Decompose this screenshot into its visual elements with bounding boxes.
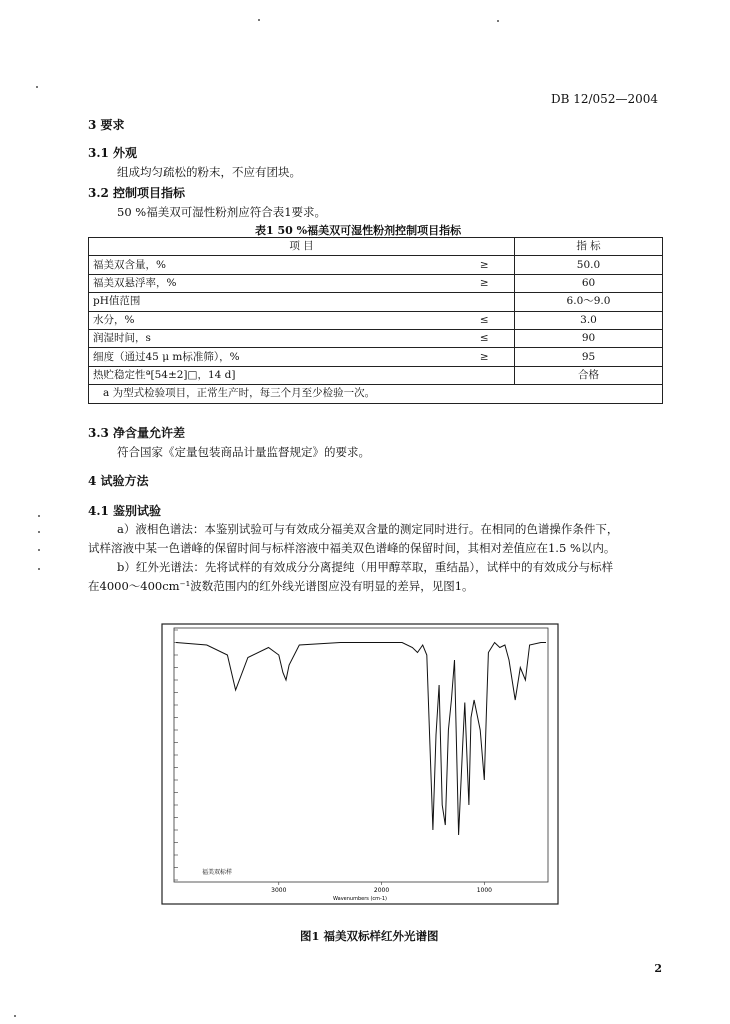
table-cell-item: 热贮稳定性ª[54±2]□，14 d]: [89, 366, 455, 384]
method-b-line-1: b）红外光谱法：先将试样的有效成分分离提纯（用甲醇萃取，重结晶），试样中的有效成分与标样: [117, 560, 614, 574]
column-header-item: 项 目: [89, 238, 515, 256]
method-a-line-1: a）液相色谱法：本鉴别试验可与有效成分福美双含量的测定同时进行。在相同的色谱操作条件下，: [117, 522, 619, 536]
table-cell-item: 福美双悬浮率，%: [89, 274, 455, 292]
x-tick-label: 2000: [373, 887, 390, 894]
section-3-3-text: 符合国家《定量包装商品计量监督规定》的要求。: [117, 445, 370, 459]
table-cell-value: 3.0: [515, 311, 663, 329]
table-row: [89, 293, 663, 311]
table-cell-value: 50.0: [515, 256, 663, 274]
scan-speck: [38, 568, 40, 570]
table-cell-value: 6.0～9.0: [515, 293, 663, 311]
figure-frame: [162, 624, 558, 904]
ir-spectrum-chart: [160, 622, 560, 906]
table-header-row: [89, 238, 663, 256]
section-3-3-title: 3.3 净含量允许差: [88, 426, 186, 440]
x-axis-label: Wavenumbers (cm-1): [333, 896, 387, 902]
table-cell-symbol: ≥: [455, 274, 515, 292]
table-cell-item: 润湿时间，s: [89, 329, 455, 347]
x-tick-label: 1000: [476, 887, 492, 894]
table-cell-symbol: ≤: [455, 311, 515, 329]
section-3-title: 3 要求: [88, 118, 125, 132]
section-3-2-text: 50 %福美双可湿性粉剂应符合表1要求。: [117, 205, 327, 219]
section-4-1-title: 4.1 鉴别试验: [88, 504, 162, 518]
section-3-1-title: 3.1 外观: [88, 146, 138, 160]
y-axis-ticks: [174, 630, 178, 880]
section-4-title: 4 试验方法: [88, 474, 149, 488]
section-3-1-text: 组成均匀疏松的粉末，不应有团块。: [117, 165, 301, 179]
section-3-2-title: 3.2 控制项目指标: [88, 186, 186, 200]
scan-speck: [14, 1015, 16, 1017]
table-row: [89, 256, 663, 274]
table-row: [89, 366, 663, 384]
method-b-line-2: 在4000～400cm⁻¹波数范围内的红外线光谱图应没有明显的差异，见图1。: [88, 579, 474, 593]
table-row: [89, 274, 663, 292]
table-note-row: [89, 385, 663, 403]
table-cell-item: 细度（通过45 μ m标准筛），%: [89, 348, 455, 366]
table-row: [89, 311, 663, 329]
document-id: DB 12/052—2004: [550, 92, 658, 106]
table-row: [89, 348, 663, 366]
scan-speck: [497, 20, 499, 22]
table-cell-value: 95: [515, 348, 663, 366]
table-cell-item: 福美双含量，%: [89, 256, 455, 274]
table-cell-symbol: ≥: [455, 256, 515, 274]
scan-speck: [36, 86, 38, 88]
ir-spectrum-figure: [160, 622, 560, 906]
table-cell-symbol: ≥: [455, 348, 515, 366]
x-tick-label: 3000: [271, 887, 287, 894]
table-cell-item: 水分，%: [89, 311, 455, 329]
column-header-index: 指 标: [515, 238, 663, 256]
table-1-caption: 表1 50 %福美双可湿性粉剂控制项目指标: [255, 224, 462, 237]
table-cell-symbol: [455, 293, 515, 311]
spec-table: [88, 237, 663, 404]
table-cell-value: 合格: [515, 366, 663, 384]
scan-speck: [38, 515, 40, 517]
scan-speck: [38, 549, 40, 551]
figure-1-caption: 图1 福美双标样红外光谱图: [300, 929, 439, 943]
table-cell-symbol: [455, 366, 515, 384]
table-cell-value: 90: [515, 329, 663, 347]
inner-sample-label: 福美双标样: [202, 869, 233, 876]
page-number: 2: [654, 962, 662, 975]
scan-speck: [258, 19, 260, 21]
table-cell-value: 60: [515, 274, 663, 292]
table-cell-symbol: ≤: [455, 329, 515, 347]
table-footnote: a 为型式检验项目，正常生产时，每三个月至少检验一次。: [89, 385, 663, 403]
scan-speck: [38, 531, 40, 533]
method-a-line-2: 试样溶液中某一色谱峰的保留时间与标样溶液中福美双色谱峰的保留时间，其相对差值应在1.5 %以内。: [88, 541, 616, 555]
table-row: [89, 329, 663, 347]
table-cell-item: pH值范围: [89, 293, 455, 311]
